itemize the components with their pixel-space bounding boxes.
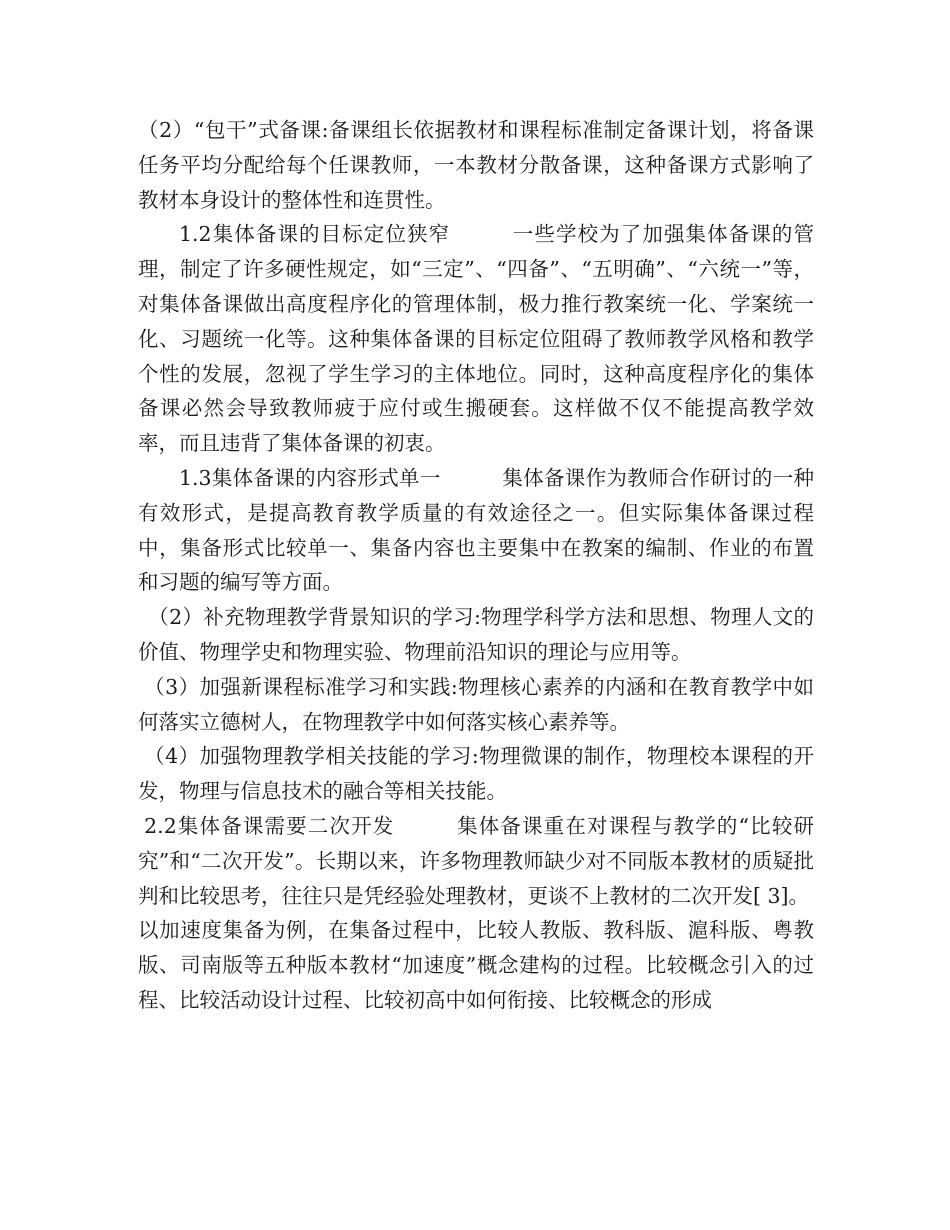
paragraph-text: （4）加强物理教学相关技能的学习:物理微课的制作，物理校本课程的开发，物理与信息技术的融合等相关技能。: [138, 744, 814, 804]
section-1-2-narrow-goal: [138, 217, 814, 461]
document-body: [138, 113, 814, 1018]
section-1-3-single-form: [138, 461, 814, 600]
section-2-2-secondary-development: [138, 809, 814, 913]
paragraph-text: （2）“包干”式备课:备课组长依据教材和课程标准制定备课计划，将备课任务平均分配给每个任课教师，一本教材分散备课，这种备课方式影响了教材本身设计的整体性和连贯性。: [138, 118, 814, 212]
paragraph-text: 一些学校为了加强集体备课的管理，制定了许多硬性规定，如“三定”、“四备”、“五明确”、“六统一”等，对集体备课做出高度程序化的管理体制，极力推行教案统一化、学案统一化、习题统一化等。这种集体备课的目标定位阻碍了教师教学风格和教学个性的发展，忽视了学生学习的主体地位。同时，这种高度程序化的集体备课必然会导致教师疲于应付或生搬硬套。这样做不仅不能提高教学效率，而且违背了集体备课的初衷。: [138, 222, 815, 456]
section-heading: 2.2集体备课需要二次开发: [144, 813, 395, 838]
paragraph-teaching-skills: [138, 739, 814, 809]
paragraph-text: 集体备课重在对课程与教学的“比较研究”和“二次开发”。长期以来，许多物理教师缺少对不同版本教材的质疑批判和比较思考，往往只是凭经验处理教材，更谈不上教材的二次开发[ 3]。: [138, 813, 814, 908]
paragraph-acceleration-example: [138, 913, 814, 1017]
paragraph-background-knowledge: [138, 600, 814, 670]
paragraph-text: （2）补充物理教学背景知识的学习:物理学科学方法和思想、物理人文的价值、物理学史和物理实验、物理前沿知识的理论与应用等。: [138, 605, 814, 664]
paragraph-curriculum-standard: [138, 670, 814, 740]
paragraph-text: 集体备课作为教师合作研讨的一种有效形式，是提高教育教学质量的有效途径之一。但实际集体备课过程中，集备形式比较单一、集备内容也主要集中在教案的编制、作业的布置和习题的编写等方面。: [138, 465, 814, 595]
paragraph-baogan-lesson-prep: [138, 113, 814, 217]
section-heading: 1.2集体备课的目标定位狭窄: [179, 222, 451, 247]
paragraph-text: （3）加强新课程标准学习和实践:物理核心素养的内涵和在教育教学中如何落实立德树人，在物理教学中如何落实核心素养等。: [138, 674, 814, 734]
paragraph-text: 以加速度集备为例，在集备过程中，比较人教版、教科版、滬科版、粤教版、司南版等五种版本教材“加速度”概念建构的过程。比较概念引入的过程、比较活动设计过程、比较初高中如何衔接、比较概念的形成: [138, 918, 814, 1012]
section-heading: 1.3集体备课的内容形式单一: [179, 465, 441, 490]
